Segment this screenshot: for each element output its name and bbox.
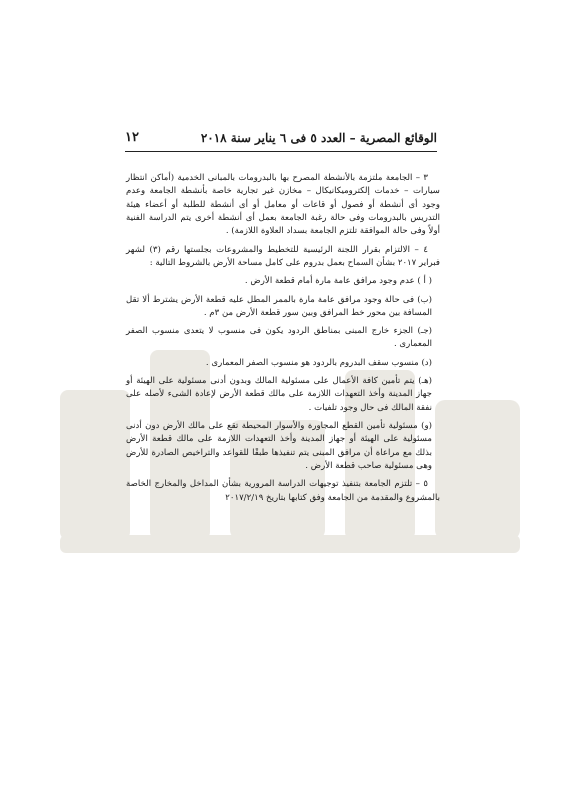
condition-d: (د) منسوب سقف البدروم بالردود هو منسوب الصفر المعمارى . [205,357,432,368]
paragraph-item-5: ٥ – تلتزم الجامعة بتنفيذ توجيهات الدراسة المرورية بشأن المداخل والمخارج الخاصة بالمشروع والمقدمة من الجامعة وفق كتابها بتاريخ ٢٠١٧/٢/١٩ [126,479,440,503]
condition-w: (و) مسئولية تأمين القطع المجاورة والأسوار المحيطة تقع على مالك الأرض دون أدنى مسئولية على الهيئة أو جهاز المدينة وأخذ التعهدات اللازمة على مالك قطعة الأرض بذلك مع مراعاة أن مرافق المبنى يتم تنفيذها طبقًا للقواعد والتراخيص الصادرة للأرض وهى مسئولية صاحب قطعة الأرض . [126,421,432,471]
paragraph-item-4: ٤ – الالتزام بقرار اللجنة الرئيسية للتخطيط والمشروعات بجلستها رقم (٣) لشهر فبراير ٢٠١٧ بشأن السماح بعمل بدروم على كامل مساحة الأرض بالشروط التالية : [126,244,440,268]
paragraph-item-3: ٣ – الجامعة ملتزمة بالأنشطة المصرح بها بالبدرومات بالمبانى الخدمية (أماكن انتظار سيارات – خدمات إلكتروميكانيكال – مخازن غير تجارية خاصة بأنشطة الجامعة وعدم وجود أى أنشطة أو فصول أو قاعات أو معامل أو أى أنشطة للطلبة أو أعضاء هيئة التدريس بالبدرومات وفى حالة رغبة الجامعة بعمل أى أنشطة أخرى يتم الدراسة الفنية أولاً وفى حالة الموافقة تلتزم الجامعة بسداد العلاوة اللازمة) . [126,173,440,237]
condition-h: (هـ) يتم تأمين كافة الأعمال على مسئولية المالك وبدون أدنى مسئولية على الهيئة أو جهاز المدينة وأخذ التعهدات اللازمة على مالك قطعة الأرض لإعادة الشىء لأصله على نفقة المالك فى حال وجود تلفيات . [126,376,432,413]
header-title: الوقائع المصرية – العدد ٥ فى ٦ يناير سنة ٢٠١٨ [200,131,437,145]
page-number: ١٢ [125,130,139,145]
condition-a: ( أ ) عدم وجود مرافق عامة مارة أمام قطعة الأرض . [244,276,432,287]
condition-c: (جـ) الجزء خارج المبنى بمناطق الردود يكون فى منسوب لا يتعدى منسوب الصفر المعمارى . [126,326,432,350]
condition-b: (ب) فى حالة وجود مرافق عامة مارة بالممر المطل عليه قطعة الأرض يشترط ألا تقل المسافة بين محور خط المرافق وبين سور قطعة الأرض من ٣م . [126,294,432,318]
page-header [125,130,437,152]
document-body [126,172,440,510]
